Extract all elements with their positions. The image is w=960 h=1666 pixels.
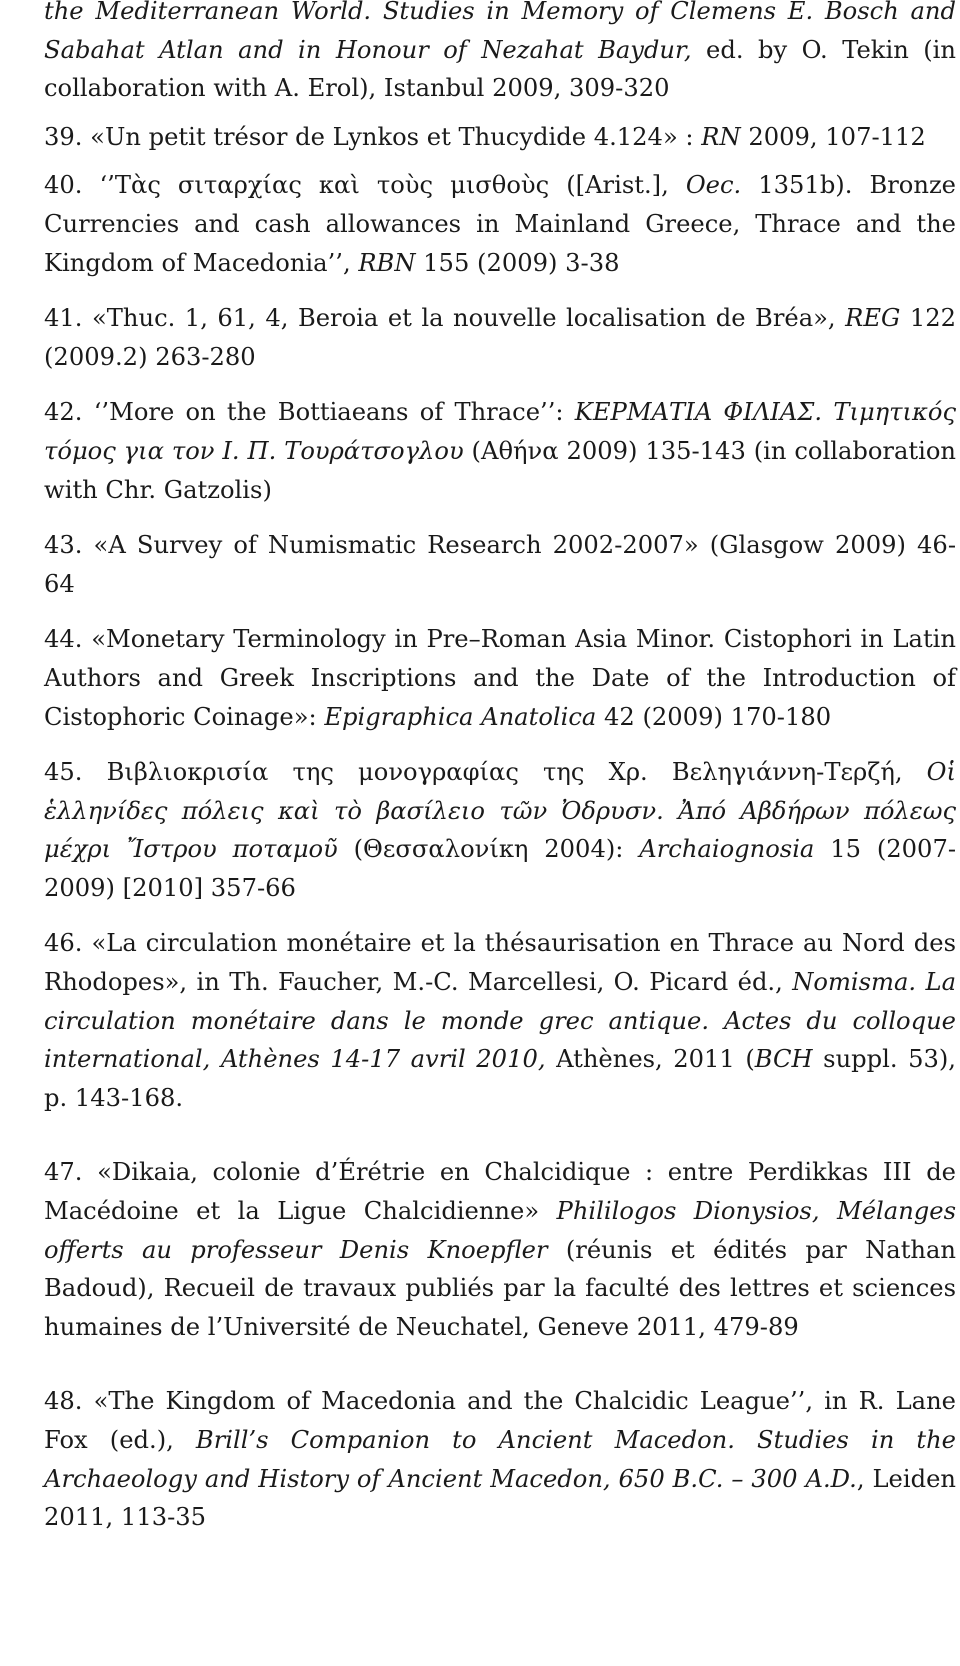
entry-text: 42 (2009) 170-180	[596, 702, 832, 731]
source-title: Oec.	[685, 171, 742, 200]
entry-text: suppl. 53), p. 143-168.	[44, 1045, 956, 1112]
entry-text: Athènes, 2011 (	[545, 1045, 755, 1074]
entry-text: 45. Βιβλιοκρισία της μονογραφίας της Χρ. Βεληγιάννη-Τερζή,	[44, 758, 927, 787]
entry-text: 46. «La circulation monétaire et la thésaurisation en Thrace au Nord des Rhodopes», in Th. Faucher, M.-C. Marcellesi, O. Picard éd.,	[44, 929, 956, 997]
book-title: ΚΕΡΜΑΤΙΑ ΦΙΛΙΑΣ. Τιμητικός τόμος για τον Ι. Π. Τουράτσογλου	[44, 398, 957, 465]
entry-text: (réunis et édités par Nathan Badoud), Recueil de travaux publiés par la faculté des lettres et sciences humaines de l’Université de Neuchatel, Geneve 2011, 479-89	[44, 1235, 956, 1341]
entry-40	[44, 166, 956, 282]
entry-text: (Αθήνα 2009) 135-143 (in collaboration with Chr. Gatzolis)	[44, 436, 956, 504]
entry-45	[44, 753, 956, 907]
journal-title: REG	[845, 304, 901, 333]
entry-prev-continued	[44, 0, 956, 108]
journal-title: BCH	[754, 1045, 813, 1074]
entry-text: the Mediterranean World. Studies in Memory of Clemens E. Bosch and Sabahat Atlan and in Honour of Nezahat Baydur,	[44, 0, 956, 64]
entry-text: 42. ‘’More on the Bottiaeans of Thrace’’:	[44, 398, 575, 427]
entry-text: 2009, 107-112	[740, 122, 926, 151]
entry-48	[44, 1382, 956, 1536]
entry-text: 40. ‘’Tὰς σιταρχίας καὶ τοὺς μισθοὺς ([Arist.],	[44, 171, 686, 200]
entry-text: 39. «Un petit trésor de Lynkos et Thucydide 4.124» :	[44, 122, 702, 151]
entry-text: 155 (2009) 3-38	[415, 248, 620, 277]
entry-43	[44, 526, 956, 603]
entry-42	[44, 393, 956, 509]
book-title: Οἱ ἑλληνίδες πόλεις καὶ τὸ βασίλειο τῶν Ὀδρυσν. Ἀπό Αβδήρων πόλεως μέχρι Ἴστρου ποταμοῦ	[44, 758, 956, 864]
journal-title: Archaiognosia	[639, 835, 815, 864]
entry-text: 47. «Dikaia, colonie d’Érétrie en Chalcidique : entre Perdikkas III de Macédoine et la Ligue Chalcidienne»	[44, 1158, 956, 1226]
journal-title: Epigraphica Anatolica	[324, 702, 597, 731]
entry-text: (Θεσσαλονίκη 2004):	[337, 835, 640, 864]
journal-title: RN	[701, 122, 741, 151]
book-title: Nomisma. La circulation monétaire dans le monde grec antique. Actes du colloque international, Athènes 14-17 avril 2010,	[44, 968, 956, 1074]
entry-text: 48. «The Kingdom of Macedonia and the Chalcidic League’’, in R. Lane Fox (ed.),	[44, 1387, 956, 1454]
entry-44	[44, 620, 956, 736]
entry-text: 44. «Monetary Terminology in Pre–Roman Asia Minor. Cistophori in Latin Authors and Greek Inscriptions and the Date of the Introduction of Cistophoric Coinage»:	[44, 625, 956, 731]
book-title: Phililogos Dionysios, Mélanges offerts au professeur Denis Knoepfler	[44, 1197, 956, 1264]
entry-47	[44, 1153, 956, 1346]
bibliography-page	[44, 0, 956, 1537]
entry-text: , Leiden 2011, 113-35	[44, 1464, 956, 1532]
entry-text: ed. by O. Tekin (in collaboration with A. Erol), Istanbul 2009, 309-320	[44, 35, 956, 103]
entry-text: 43. «A Survey of Numismatic Research 2002-2007» (Glasgow 2009) 46-64	[44, 531, 956, 598]
entry-39	[44, 118, 956, 157]
entry-text: 41. «Thuc. 1, 61, 4, Beroia et la nouvelle localisation de Bréa»,	[44, 304, 846, 333]
entry-text: 122 (2009.2) 263-280	[44, 304, 957, 371]
entry-41	[44, 299, 956, 376]
entry-46	[44, 924, 956, 1117]
book-title: Brill’s Companion to Ancient Macedon. Studies in the Archaeology and History of Ancient Macedon, 650 B.C. – 300 A.D.	[44, 1426, 956, 1493]
entry-text: 1351b). Bronze Currencies and cash allowances in Mainland Greece, Thrace and the Kingdom of Macedonia’’,	[44, 171, 956, 277]
journal-title: RBN	[358, 248, 416, 277]
entry-text: 15 (2007-2009) [2010] 357-66	[44, 835, 957, 902]
